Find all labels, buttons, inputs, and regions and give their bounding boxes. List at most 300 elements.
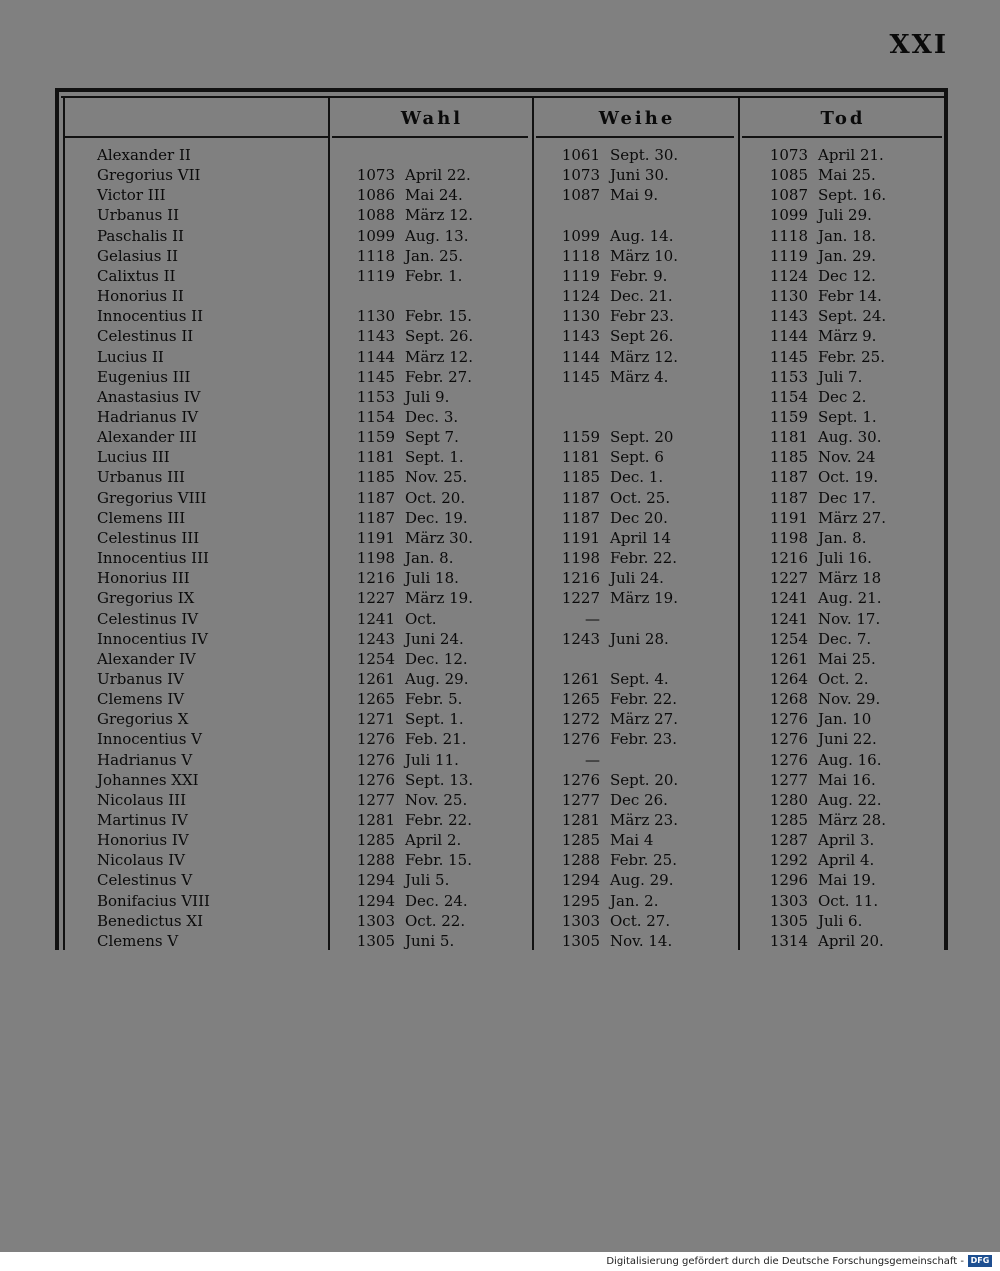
- wahl-year: 1088: [356, 206, 395, 225]
- tod-year: 1073: [769, 146, 808, 164]
- pope-name: Clemens III: [97, 508, 186, 527]
- wahl-date: Dec. 19.: [405, 508, 468, 527]
- wahl-date: Dec. 24.: [405, 891, 468, 910]
- weihe-year: 1294: [561, 871, 600, 890]
- tod-year: 1296: [769, 871, 808, 890]
- wahl-year: 1187: [356, 508, 395, 527]
- table-row: [0, 569, 1000, 589]
- weihe-year: 1087: [561, 186, 600, 205]
- pope-name: Celestinus II: [97, 327, 194, 346]
- tod-year: 1191: [769, 508, 808, 527]
- weihe-year: 1288: [561, 851, 600, 870]
- weihe-year: 1303: [561, 911, 600, 930]
- pope-name: Martinus IV: [97, 810, 188, 829]
- wahl-date: Sept 7.: [405, 428, 459, 447]
- pope-name: Alexander II: [97, 146, 191, 164]
- pope-name: Gregorius IX: [97, 589, 195, 608]
- weihe-year: 1276: [561, 770, 600, 789]
- wahl-year: 1198: [356, 549, 395, 567]
- tod-date: Oct. 19.: [818, 468, 879, 487]
- tod-date: Nov. 24: [818, 448, 876, 467]
- table-row: [0, 791, 1000, 811]
- tod-date: Mai 19.: [818, 871, 876, 890]
- header-wahl: Wahl: [400, 108, 464, 129]
- wahl-date: Febr. 15.: [405, 851, 472, 870]
- tod-date: Juli 6.: [818, 911, 863, 930]
- wahl-date: Nov. 25.: [405, 468, 468, 487]
- weihe-year: 1265: [561, 690, 600, 708]
- weihe-year: 1295: [561, 891, 600, 910]
- table-row: [0, 892, 1000, 912]
- wahl-year: 1261: [356, 669, 395, 688]
- weihe-date: Nov. 14.: [610, 931, 673, 950]
- table-row: [0, 227, 1000, 247]
- wahl-year: 1181: [356, 448, 395, 467]
- weihe-date: Sept. 6: [610, 448, 664, 467]
- tod-date: April 21.: [818, 146, 884, 164]
- weihe-date: März 12.: [610, 347, 678, 366]
- pope-name: Urbanus II: [97, 206, 179, 225]
- wahl-date: April 22.: [405, 166, 471, 185]
- weihe-date: Aug. 14.: [610, 226, 674, 245]
- tod-year: 1198: [769, 528, 808, 547]
- weihe-date: Febr. 25.: [610, 851, 677, 870]
- weihe-year: 1124: [561, 287, 600, 305]
- wahl-date: Sept. 26.: [405, 327, 474, 346]
- table-row: [0, 368, 1000, 388]
- tod-date: Mai 25.: [818, 166, 876, 185]
- weihe-date: Mai 4: [610, 831, 654, 850]
- wahl-date: Febr. 22.: [405, 810, 472, 829]
- wahl-year: 1305: [356, 931, 395, 950]
- table-row: [0, 730, 1000, 750]
- weihe-date: Febr. 23.: [610, 730, 677, 749]
- tod-year: 1305: [769, 911, 808, 930]
- header-tod: Tod: [820, 108, 866, 129]
- tod-year: 1264: [769, 669, 808, 688]
- wahl-year: 1185: [356, 468, 395, 487]
- wahl-date: März 12.: [405, 347, 473, 366]
- wahl-date: Feb. 21.: [405, 730, 467, 749]
- weihe-year: 1216: [561, 569, 600, 588]
- wahl-year: 1073: [356, 166, 395, 185]
- tod-date: Dec 17.: [818, 488, 876, 507]
- tod-year: 1241: [769, 589, 808, 608]
- wahl-date: Dec. 3.: [405, 407, 459, 426]
- weihe-date: Sept 26.: [610, 327, 674, 346]
- wahl-year: 1159: [356, 428, 395, 447]
- weihe-year: 1261: [561, 669, 600, 688]
- wahl-year: 1145: [356, 367, 395, 386]
- table-row: [0, 146, 1000, 166]
- pope-name: Paschalis II: [97, 226, 184, 245]
- tod-date: Juni 22.: [818, 730, 877, 749]
- weihe-year: 1099: [561, 226, 600, 245]
- weihe-date: Sept. 30.: [610, 146, 679, 164]
- table-row: [0, 327, 1000, 347]
- tod-year: 1181: [769, 428, 808, 447]
- tod-year: 1118: [769, 226, 808, 245]
- weihe-year: 1159: [561, 428, 600, 447]
- pope-name: Bonifacius VIII: [97, 891, 210, 910]
- tod-year: 1187: [769, 468, 808, 487]
- tod-year: 1276: [769, 730, 808, 749]
- wahl-date: Juli 5.: [405, 871, 450, 890]
- weihe-year: 1281: [561, 810, 600, 829]
- weihe-year: 1145: [561, 367, 600, 386]
- wahl-year: 1243: [356, 629, 395, 648]
- wahl-year: 1191: [356, 528, 395, 547]
- pope-name: Gregorius VII: [97, 166, 201, 185]
- weihe-year: —: [585, 750, 600, 769]
- weihe-date: März 19.: [610, 589, 678, 608]
- footer-bar: [0, 1252, 1000, 1271]
- weihe-year: 1118: [561, 246, 600, 265]
- wahl-date: Febr. 5.: [405, 690, 463, 708]
- weihe-date: Dec. 1.: [610, 468, 664, 487]
- weihe-date: Febr. 22.: [610, 549, 677, 567]
- table-row: [0, 670, 1000, 690]
- weihe-year: 1187: [561, 488, 600, 507]
- wahl-year: 1276: [356, 770, 395, 789]
- tod-year: 1087: [769, 186, 808, 205]
- wahl-year: 1276: [356, 730, 395, 749]
- wahl-date: Febr. 15.: [405, 307, 472, 326]
- table-row: [0, 690, 1000, 710]
- tod-year: 1187: [769, 488, 808, 507]
- tod-date: März 18: [818, 569, 882, 588]
- table-row: [0, 831, 1000, 851]
- pope-name: Eugenius III: [97, 367, 191, 386]
- wahl-date: Febr. 27.: [405, 367, 472, 386]
- tod-date: Nov. 17.: [818, 609, 881, 628]
- wahl-date: Febr. 1.: [405, 266, 463, 285]
- pope-name: Alexander IV: [97, 649, 196, 668]
- tod-date: Oct. 2.: [818, 669, 869, 688]
- table-row: [0, 851, 1000, 871]
- pope-name: Hadrianus V: [97, 750, 193, 769]
- tod-year: 1276: [769, 750, 808, 769]
- weihe-date: Dec 26.: [610, 790, 668, 809]
- tod-year: 1287: [769, 831, 808, 850]
- tod-year: 1124: [769, 266, 808, 285]
- tod-date: Dec. 7.: [818, 629, 872, 648]
- pope-name: Honorius III: [97, 569, 190, 588]
- wahl-date: Nov. 25.: [405, 790, 468, 809]
- weihe-date: Mai 9.: [610, 186, 659, 205]
- weihe-year: 1191: [561, 528, 600, 547]
- tod-date: März 27.: [818, 508, 886, 527]
- weihe-year: 1073: [561, 166, 600, 185]
- wahl-year: 1130: [356, 307, 395, 326]
- header-underline: [536, 136, 734, 138]
- weihe-year: 1198: [561, 549, 600, 567]
- wahl-date: Aug. 29.: [405, 669, 469, 688]
- wahl-year: 1119: [356, 266, 395, 285]
- weihe-date: Oct. 25.: [610, 488, 671, 507]
- table-row: [0, 871, 1000, 891]
- tod-date: Aug. 16.: [818, 750, 882, 769]
- weihe-year: 1187: [561, 508, 600, 527]
- table-row: [0, 529, 1000, 549]
- pope-name: Nicolaus IV: [97, 851, 185, 870]
- wahl-year: 1294: [356, 871, 395, 890]
- pope-name: Celestinus III: [97, 528, 200, 547]
- tod-year: 1119: [769, 246, 808, 265]
- table-row: [0, 509, 1000, 529]
- wahl-year: 1288: [356, 851, 395, 870]
- wahl-year: 1227: [356, 589, 395, 608]
- tod-date: Mai 25.: [818, 649, 876, 668]
- pope-name: Clemens IV: [97, 690, 185, 708]
- wahl-date: Mai 24.: [405, 186, 463, 205]
- tod-year: 1241: [769, 609, 808, 628]
- table-row: [0, 348, 1000, 368]
- pope-name: Honorius II: [97, 287, 184, 305]
- table-row: [0, 388, 1000, 408]
- tod-date: Juli 16.: [818, 549, 872, 567]
- tod-date: März 28.: [818, 810, 886, 829]
- pope-name: Alexander III: [97, 428, 197, 447]
- tod-date: Jan. 10: [818, 710, 872, 729]
- weihe-date: Oct. 27.: [610, 911, 671, 930]
- table-row: [0, 589, 1000, 609]
- tod-date: Aug. 21.: [818, 589, 882, 608]
- wahl-year: 1144: [356, 347, 395, 366]
- wahl-date: Juni 24.: [405, 629, 464, 648]
- tod-year: 1216: [769, 549, 808, 567]
- header-underline: [332, 136, 528, 138]
- tod-date: Jan. 8.: [818, 528, 867, 547]
- wahl-year: 1187: [356, 488, 395, 507]
- dfg-logo: DFG: [968, 1255, 992, 1267]
- weihe-date: Febr. 22.: [610, 690, 677, 708]
- weihe-year: 1181: [561, 448, 600, 467]
- table-row: [0, 932, 1000, 952]
- tod-date: Sept. 1.: [818, 407, 877, 426]
- wahl-year: 1216: [356, 569, 395, 588]
- tod-date: Nov. 29.: [818, 690, 881, 708]
- wahl-date: April 2.: [405, 831, 462, 850]
- table-row: [0, 771, 1000, 791]
- weihe-date: Dec. 21.: [610, 287, 673, 305]
- tod-year: 1261: [769, 649, 808, 668]
- weihe-date: Febr. 9.: [610, 266, 668, 285]
- table-row: [0, 751, 1000, 771]
- frame-inner-top-rule: [61, 96, 948, 98]
- wahl-year: 1118: [356, 246, 395, 265]
- weihe-year: 1144: [561, 347, 600, 366]
- wahl-year: 1143: [356, 327, 395, 346]
- pope-name: Hadrianus IV: [97, 407, 199, 426]
- table-row: [0, 650, 1000, 670]
- tod-date: Febr. 25.: [818, 347, 885, 366]
- wahl-date: Dec. 12.: [405, 649, 468, 668]
- tod-date: Febr 14.: [818, 287, 882, 305]
- weihe-year: 1276: [561, 730, 600, 749]
- wahl-year: 1241: [356, 609, 395, 628]
- tod-year: 1292: [769, 851, 808, 870]
- page-number: XXI: [889, 30, 948, 60]
- tod-date: Oct. 11.: [818, 891, 879, 910]
- wahl-year: 1086: [356, 186, 395, 205]
- table-row: [0, 912, 1000, 932]
- pope-name: Anastasius IV: [97, 387, 201, 406]
- pope-name: Innocentius IV: [97, 629, 208, 648]
- table-row: [0, 428, 1000, 448]
- wahl-date: Sept. 1.: [405, 710, 464, 729]
- weihe-date: April 14: [610, 528, 672, 547]
- wahl-year: 1277: [356, 790, 395, 809]
- table-row: [0, 630, 1000, 650]
- tod-year: 1277: [769, 770, 808, 789]
- wahl-year: 1281: [356, 810, 395, 829]
- pope-name: Nicolaus III: [97, 790, 186, 809]
- pope-name: Lucius III: [97, 448, 170, 467]
- weihe-year: 1277: [561, 790, 600, 809]
- pope-name: Innocentius V: [97, 730, 202, 749]
- tod-date: Sept. 16.: [818, 186, 887, 205]
- weihe-year: 1305: [561, 931, 600, 950]
- table-row: [0, 549, 1000, 569]
- pope-name: Celestinus V: [97, 871, 193, 890]
- weihe-date: Sept. 4.: [610, 669, 669, 688]
- table-row: [0, 206, 1000, 226]
- weihe-date: Sept. 20.: [610, 770, 679, 789]
- pope-name: Honorius IV: [97, 831, 189, 850]
- table-row: [0, 166, 1000, 186]
- table-row: [0, 468, 1000, 488]
- wahl-date: Jan. 25.: [405, 246, 464, 265]
- wahl-year: 1303: [356, 911, 395, 930]
- pope-name: Urbanus IV: [97, 669, 184, 688]
- pope-name: Lucius II: [97, 347, 164, 366]
- table-row: [0, 186, 1000, 206]
- wahl-year: 1271: [356, 710, 395, 729]
- tod-year: 1130: [769, 287, 808, 305]
- tod-year: 1254: [769, 629, 808, 648]
- pope-name: Innocentius II: [97, 307, 204, 326]
- tod-year: 1280: [769, 790, 808, 809]
- tod-date: Juli 29.: [818, 206, 872, 225]
- table-row: [0, 267, 1000, 287]
- wahl-date: Oct. 20.: [405, 488, 466, 507]
- weihe-year: 1119: [561, 266, 600, 285]
- pope-name: Celestinus IV: [97, 609, 199, 628]
- tod-date: April 4.: [818, 851, 875, 870]
- tod-date: März 9.: [818, 327, 877, 346]
- tod-year: 1314: [769, 931, 808, 950]
- wahl-date: Juni 5.: [405, 931, 455, 950]
- weihe-date: Sept. 20: [610, 428, 674, 447]
- tod-year: 1099: [769, 206, 808, 225]
- tod-year: 1153: [769, 367, 808, 386]
- wahl-year: 1276: [356, 750, 395, 769]
- tod-date: Jan. 18.: [818, 226, 877, 245]
- pope-name: Calixtus II: [97, 266, 176, 285]
- tod-date: Aug. 22.: [818, 790, 882, 809]
- pope-name: Gregorius VIII: [97, 488, 207, 507]
- pope-name: Innocentius III: [97, 549, 209, 567]
- pope-name: Gelasius II: [97, 246, 179, 265]
- wahl-date: März 12.: [405, 206, 473, 225]
- tod-year: 1185: [769, 448, 808, 467]
- pope-name: Gregorius X: [97, 710, 189, 729]
- tod-year: 1285: [769, 810, 808, 829]
- tod-date: Dec 12.: [818, 266, 876, 285]
- pope-name: Clemens V: [97, 931, 179, 950]
- tod-year: 1085: [769, 166, 808, 185]
- weihe-date: März 27.: [610, 710, 678, 729]
- wahl-date: Juli 11.: [405, 750, 459, 769]
- wahl-date: Juli 9.: [405, 387, 450, 406]
- weihe-date: Juni 28.: [610, 629, 669, 648]
- wahl-date: März 19.: [405, 589, 473, 608]
- table-row: [0, 811, 1000, 831]
- table-row: [0, 408, 1000, 428]
- wahl-date: Sept. 13.: [405, 770, 474, 789]
- pope-name: Johannes XXI: [97, 770, 199, 789]
- wahl-year: 1265: [356, 690, 395, 708]
- weihe-year: —: [585, 609, 600, 628]
- header-underline: [742, 136, 942, 138]
- weihe-year: 1061: [561, 146, 600, 164]
- tod-year: 1143: [769, 307, 808, 326]
- weihe-date: März 23.: [610, 810, 678, 829]
- tod-date: April 3.: [818, 831, 875, 850]
- tod-year: 1227: [769, 569, 808, 588]
- table-row: [0, 448, 1000, 468]
- tod-date: Juli 7.: [818, 367, 863, 386]
- weihe-year: 1143: [561, 327, 600, 346]
- footer-text: Digitalisierung gefördert durch die Deutsche Forschungsgemeinschaft -: [606, 1256, 964, 1267]
- table-row: [0, 247, 1000, 267]
- weihe-year: 1185: [561, 468, 600, 487]
- weihe-year: 1227: [561, 589, 600, 608]
- table-row: [0, 489, 1000, 509]
- header-underline: [65, 136, 328, 138]
- weihe-date: März 10.: [610, 246, 678, 265]
- weihe-date: März 4.: [610, 367, 669, 386]
- tod-year: 1276: [769, 710, 808, 729]
- wahl-date: März 30.: [405, 528, 473, 547]
- table-row: [0, 307, 1000, 327]
- weihe-year: 1272: [561, 710, 600, 729]
- pope-name: Urbanus III: [97, 468, 185, 487]
- weihe-year: 1130: [561, 307, 600, 326]
- wahl-date: Jan. 8.: [405, 549, 454, 567]
- tod-date: Aug. 30.: [818, 428, 882, 447]
- tod-year: 1144: [769, 327, 808, 346]
- wahl-year: 1099: [356, 226, 395, 245]
- wahl-year: 1254: [356, 649, 395, 668]
- table-row: [0, 610, 1000, 630]
- tod-year: 1145: [769, 347, 808, 366]
- tod-year: 1159: [769, 407, 808, 426]
- weihe-date: Febr 23.: [610, 307, 674, 326]
- tod-year: 1268: [769, 690, 808, 708]
- pope-name: Victor III: [97, 186, 166, 205]
- wahl-date: Sept. 1.: [405, 448, 464, 467]
- tod-year: 1154: [769, 387, 808, 406]
- weihe-year: 1243: [561, 629, 600, 648]
- tod-date: Sept. 24.: [818, 307, 887, 326]
- tod-year: 1303: [769, 891, 808, 910]
- tod-date: Dec 2.: [818, 387, 867, 406]
- weihe-date: Jan. 2.: [610, 891, 659, 910]
- wahl-year: 1285: [356, 831, 395, 850]
- weihe-date: Dec 20.: [610, 508, 668, 527]
